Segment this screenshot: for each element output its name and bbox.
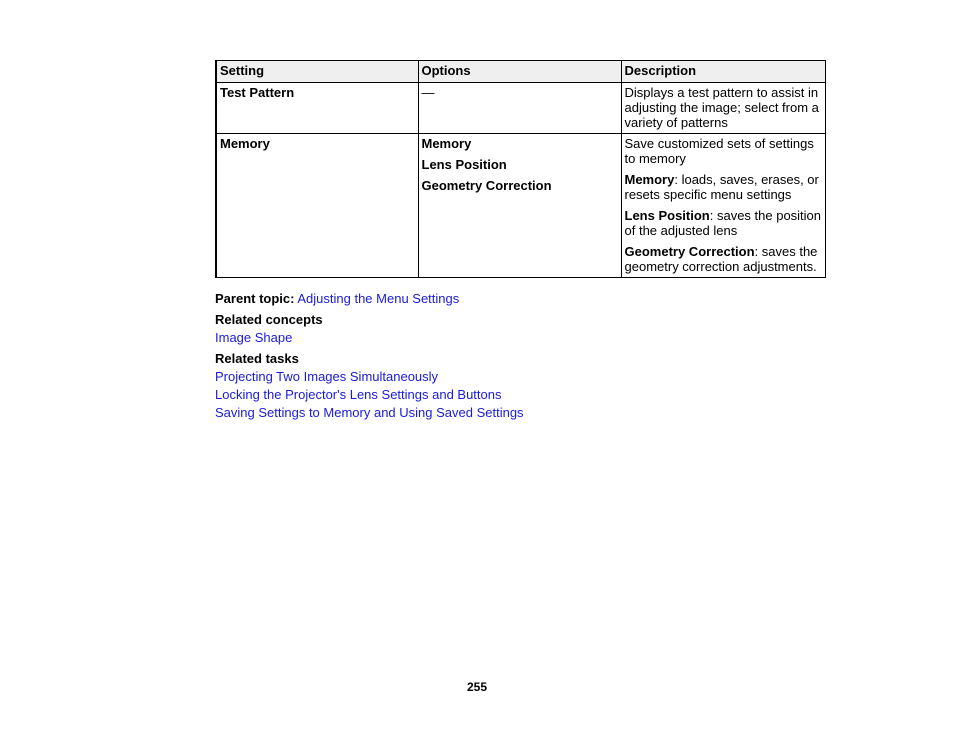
settings-table [215, 60, 826, 278]
description-item [625, 208, 822, 238]
description-text: : saves the position of the adjusted lens [624, 208, 822, 238]
description-term: Geometry Correction [624, 244, 755, 259]
options-cell [418, 134, 621, 278]
header-description: Description [621, 61, 825, 83]
header-setting: Setting [216, 61, 418, 83]
options-cell [418, 83, 621, 134]
option-item: — [421, 85, 435, 100]
related-links-section [215, 290, 524, 425]
table-row [216, 134, 825, 278]
option-item: Memory [421, 136, 472, 151]
description-text: : saves the geometry correction adjustments. [624, 244, 818, 274]
related-concepts [215, 311, 524, 347]
related-concepts-label: Related concepts [215, 312, 323, 327]
table-header-row [216, 61, 825, 83]
description-cell [621, 134, 825, 278]
related-task-link[interactable]: Projecting Two Images Simultaneously [215, 369, 439, 384]
setting-cell: Test Pattern [216, 83, 418, 134]
setting-cell: Memory [216, 134, 418, 278]
related-tasks-label: Related tasks [215, 351, 299, 366]
description-term: Lens Position [624, 208, 710, 223]
related-task-link[interactable]: Saving Settings to Memory and Using Saved Settings [215, 405, 524, 420]
table-row [216, 83, 825, 134]
description-item [625, 172, 822, 202]
page-number: 255 [466, 680, 488, 694]
description-term: Memory [624, 172, 675, 187]
option-item: Lens Position [421, 157, 507, 172]
related-task-link[interactable]: Locking the Projector's Lens Settings and Buttons [215, 387, 502, 402]
related-concept-link[interactable]: Image Shape [215, 330, 293, 345]
description-item [625, 244, 822, 274]
related-tasks [215, 350, 524, 422]
description-intro: Save customized sets of settings to memory [624, 136, 814, 166]
parent-topic-link[interactable]: Adjusting the Menu Settings [297, 291, 460, 306]
parent-topic-label: Parent topic: [215, 291, 295, 306]
option-item: Geometry Correction [421, 178, 552, 193]
description-cell: Displays a test pattern to assist in adjusting the image; select from a variety of patterns [621, 83, 825, 134]
header-options: Options [418, 61, 621, 83]
parent-topic [215, 290, 524, 308]
description-text: : loads, saves, erases, or resets specific menu settings [624, 172, 819, 202]
